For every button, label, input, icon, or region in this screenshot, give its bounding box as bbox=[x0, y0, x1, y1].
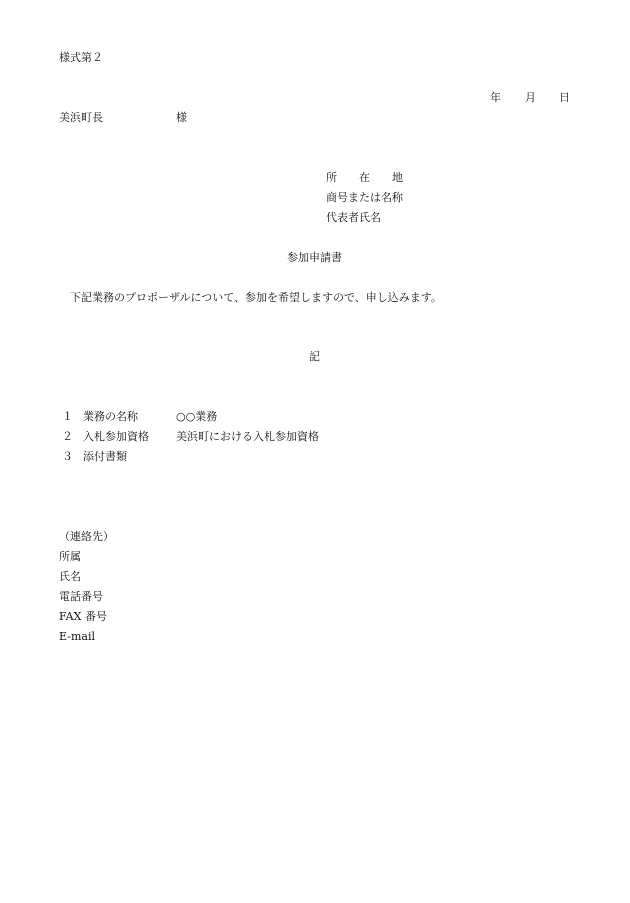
item-number: ２ bbox=[62, 430, 73, 443]
item-value: ○○業務 bbox=[176, 410, 218, 423]
applicant-address-label: 所 在 地 bbox=[326, 171, 403, 184]
addressee-name: 美浜町長 bbox=[59, 111, 103, 124]
contact-name-label: 氏名 bbox=[59, 570, 81, 583]
contact-phone-label: 電話番号 bbox=[59, 590, 103, 603]
form-number: 様式第２ bbox=[59, 51, 103, 64]
applicant-company-label: 商号または名称 bbox=[326, 191, 403, 204]
date-day-label: 日 bbox=[559, 91, 570, 104]
date-year-label: 年 bbox=[490, 91, 501, 104]
contact-email-label: E-mail bbox=[59, 630, 95, 643]
date-month-label: 月 bbox=[525, 91, 536, 104]
item-label: 添付書類 bbox=[83, 450, 127, 463]
contact-department-label: 所属 bbox=[59, 550, 81, 563]
item-value: 美浜町における入札参加資格 bbox=[176, 430, 319, 443]
item-number: ３ bbox=[62, 450, 73, 463]
item-label: 業務の名称 bbox=[83, 410, 138, 423]
addressee-honorific: 様 bbox=[176, 111, 187, 124]
ki-heading: 記 bbox=[309, 350, 320, 363]
item-label: 入札参加資格 bbox=[83, 430, 149, 443]
applicant-representative-label: 代表者氏名 bbox=[326, 211, 381, 224]
body-text: 下記業務のプロポーザルについて、参加を希望しますので、申し込みます。 bbox=[59, 291, 442, 304]
item-number: １ bbox=[62, 410, 73, 423]
contact-heading: （連絡先） bbox=[59, 530, 114, 543]
contact-fax-label: FAX 番号 bbox=[59, 610, 107, 623]
document-title: 参加申請書 bbox=[287, 251, 342, 264]
